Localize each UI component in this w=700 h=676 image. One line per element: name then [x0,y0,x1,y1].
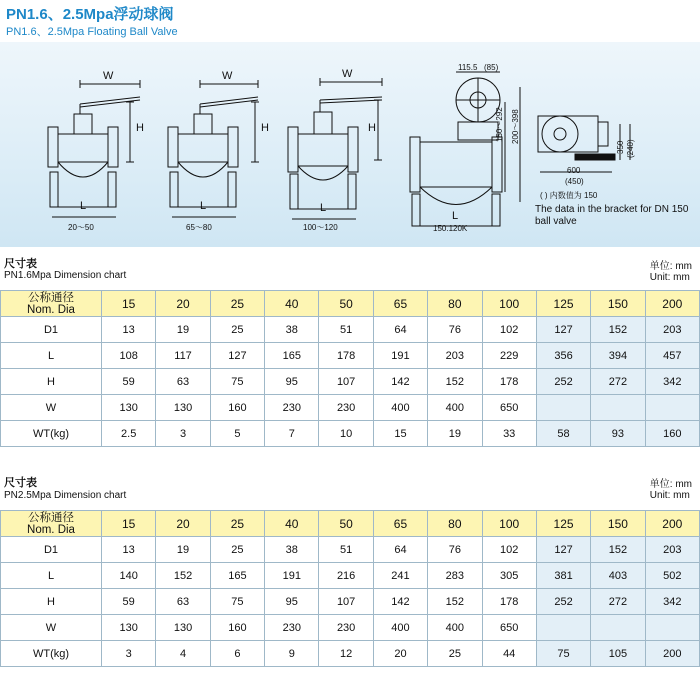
column-header: 50 [319,291,373,317]
table-cell: 75 [210,589,264,615]
table-cell: 95 [265,369,319,395]
table-cell: 10 [319,421,373,447]
table-cell: 342 [645,369,699,395]
table1-unit-cn: 单位: mm [649,261,692,272]
table-cell: 178 [482,589,536,615]
table-row [1,369,700,395]
table-row [1,641,700,667]
dim-600: 600 [567,166,581,175]
column-header: 40 [265,291,319,317]
table-cell: 203 [645,537,699,563]
valve-drawing-4 [410,72,520,226]
table-cell: 25 [210,537,264,563]
table-cell: 102 [482,317,536,343]
table1-title-cn: 尺寸表 [4,258,37,270]
table-cell: 5 [210,421,264,447]
table-cell: 38 [265,537,319,563]
dim-150-292: 150～292 [495,107,504,142]
dim-85: (85) [484,63,499,72]
table-cell: 75 [536,641,590,667]
table1-unit-en: Unit: mm [649,272,690,283]
dim-h-1: H [136,122,144,134]
table-cell: 7 [265,421,319,447]
table-cell: 230 [265,395,319,421]
row-label: W [1,615,102,641]
table-cell: 63 [156,369,210,395]
dimension-table-pn25 [0,510,700,667]
dim-l-2: L [200,200,207,212]
table-row [1,589,700,615]
column-header: 100 [482,511,536,537]
table-cell: 191 [265,563,319,589]
table-cell: 230 [319,395,373,421]
caption-4: 150.120K [433,224,468,233]
dim-l-3: L [320,202,327,214]
table-cell: 241 [373,563,427,589]
table-cell: 44 [482,641,536,667]
table-cell: 9 [265,641,319,667]
table-cell: 403 [591,563,645,589]
table-row [1,421,700,447]
valve-drawing-1 [48,80,140,217]
table-cell: 20 [373,641,427,667]
page-title-cn: PN1.6、2.5Mpa浮动球阀 [6,6,174,23]
table-cell: 191 [373,343,427,369]
table-cell: 2.5 [102,421,156,447]
caption-2: 65～80 [186,223,212,232]
table-cell: 59 [102,369,156,395]
table-cell: 400 [373,615,427,641]
nom-dia-header-cn: 公称通径 [28,511,74,524]
table-cell: 64 [373,317,427,343]
table-cell: 75 [210,369,264,395]
table-cell: 342 [645,589,699,615]
table-cell: 160 [210,395,264,421]
table-cell: 252 [536,589,590,615]
table-cell: 165 [210,563,264,589]
table-row [1,343,700,369]
table2-unit-cn: 单位: mm [649,479,692,490]
column-header: 40 [265,511,319,537]
row-label: L [1,563,102,589]
table-cell [645,615,699,641]
table-cell: 95 [265,589,319,615]
table-cell: 15 [373,421,427,447]
table-cell: 152 [591,317,645,343]
table-cell: 160 [210,615,264,641]
column-header: 125 [536,291,590,317]
dim-l-1: L [80,200,87,212]
column-header: 80 [428,291,482,317]
column-header: 65 [373,291,427,317]
row-label: WT(kg) [1,421,102,447]
valve-drawing-2 [168,80,259,217]
table-cell: 38 [265,317,319,343]
table-cell: 356 [536,343,590,369]
table-cell: 165 [265,343,319,369]
table-cell: 51 [319,537,373,563]
table-cell: 230 [319,615,373,641]
column-header: 200 [645,511,699,537]
column-header: 150 [591,291,645,317]
nom-dia-header-en: Nom. Dia [27,523,75,536]
table-cell: 13 [102,317,156,343]
table-cell: 216 [319,563,373,589]
table-cell: 140 [102,563,156,589]
table-cell: 107 [319,369,373,395]
table-cell: 108 [102,343,156,369]
nom-dia-header [1,511,102,537]
nom-dia-header [1,291,102,317]
table-cell: 4 [156,641,210,667]
table-cell: 394 [591,343,645,369]
dimension-table-pn16 [0,290,700,447]
bracket-note-cn: ( ) 内数值为 150 [540,191,598,200]
dim-450: (450) [565,177,584,186]
table-row [1,395,700,421]
table1-title-en: PN1.6Mpa Dimension chart [4,270,127,281]
table-cell: 12 [319,641,373,667]
column-header: 200 [645,291,699,317]
table-cell: 59 [102,589,156,615]
table-cell: 63 [156,589,210,615]
dim-240: (240) [626,139,635,158]
table-cell: 13 [102,537,156,563]
column-header: 150 [591,511,645,537]
dim-h-2: H [261,122,269,134]
table1-unit [650,261,692,283]
column-header: 25 [210,511,264,537]
column-header: 100 [482,291,536,317]
table-cell: 19 [156,537,210,563]
table-cell: 142 [373,589,427,615]
dim-w-2: W [222,70,233,82]
caption-1: 20～50 [68,223,94,232]
table2-title-cn: 尺寸表 [4,477,37,489]
table-row [1,537,700,563]
row-label: WT(kg) [1,641,102,667]
row-label: D1 [1,317,102,343]
table-cell: 127 [536,537,590,563]
table-row [1,563,700,589]
dim-h-3: H [368,122,376,134]
column-header: 20 [156,511,210,537]
table-cell: 381 [536,563,590,589]
caption-3: 100～120 [303,223,338,232]
row-label: H [1,589,102,615]
table-cell: 117 [156,343,210,369]
table-cell: 19 [428,421,482,447]
table-cell [591,615,645,641]
table-cell: 25 [428,641,482,667]
table-cell: 105 [591,641,645,667]
table-row [1,317,700,343]
table-cell: 3 [156,421,210,447]
table-cell: 33 [482,421,536,447]
table-cell: 152 [591,537,645,563]
table-cell: 400 [428,615,482,641]
table-cell [536,395,590,421]
table-cell: 502 [645,563,699,589]
table-cell: 142 [373,369,427,395]
table-cell [645,395,699,421]
table-cell: 200 [645,641,699,667]
table-cell [536,615,590,641]
table-cell: 102 [482,537,536,563]
table-cell: 152 [428,589,482,615]
dim-l-4: L [452,210,459,222]
table-cell: 107 [319,589,373,615]
table-cell: 152 [428,369,482,395]
table-cell: 127 [536,317,590,343]
column-header: 15 [102,511,156,537]
dim-w-1: W [103,70,114,82]
table2-body [1,511,700,667]
table-cell: 64 [373,537,427,563]
table-cell: 252 [536,369,590,395]
table-cell: 76 [428,317,482,343]
table-cell: 272 [591,589,645,615]
table-cell: 3 [102,641,156,667]
table-cell [591,395,645,421]
table-cell: 130 [156,395,210,421]
table1-body [1,291,700,447]
column-header: 15 [102,291,156,317]
column-header: 80 [428,511,482,537]
column-header: 25 [210,291,264,317]
page-title-en: PN1.6、2.5Mpa Floating Ball Valve [6,26,178,38]
table-cell: 283 [428,563,482,589]
table-cell: 400 [428,395,482,421]
row-label: D1 [1,537,102,563]
table2-unit-en: Unit: mm [649,490,690,501]
table-cell: 650 [482,395,536,421]
column-header: 125 [536,511,590,537]
table-cell: 130 [102,615,156,641]
column-header: 65 [373,511,427,537]
dim-350: 350 [616,140,625,154]
dim-w-3: W [342,68,353,80]
table-cell: 19 [156,317,210,343]
table-cell: 178 [319,343,373,369]
table-cell: 230 [265,615,319,641]
table-cell: 178 [482,369,536,395]
table-cell: 25 [210,317,264,343]
table-cell: 130 [156,615,210,641]
table-cell: 76 [428,537,482,563]
nom-dia-header-cn: 公称通径 [28,291,74,304]
table-cell: 58 [536,421,590,447]
table-cell: 650 [482,615,536,641]
table-cell: 160 [645,421,699,447]
dim-200-398: 200～398 [511,109,520,144]
row-label: W [1,395,102,421]
nom-dia-header-en: Nom. Dia [27,303,75,316]
row-label: H [1,369,102,395]
row-label: L [1,343,102,369]
column-header: 20 [156,291,210,317]
table2-unit [650,479,692,501]
table-cell: 51 [319,317,373,343]
table-header-row [1,291,700,317]
table-cell: 229 [482,343,536,369]
table-cell: 152 [156,563,210,589]
table2-title-en: PN2.5Mpa Dimension chart [4,490,127,501]
valve-drawing-3 [288,78,382,219]
table-cell: 400 [373,395,427,421]
table-cell: 93 [591,421,645,447]
table-cell: 305 [482,563,536,589]
table-cell: 130 [102,395,156,421]
table-cell: 127 [210,343,264,369]
dim-115: 115.5 [458,63,478,72]
table-row [1,615,700,641]
table-cell: 203 [645,317,699,343]
table-header-row [1,511,700,537]
table-cell: 272 [591,369,645,395]
column-header: 50 [319,511,373,537]
valve-diagrams [0,42,700,247]
table-cell: 6 [210,641,264,667]
bracket-note-en: The data in the bracket for DN 150 ball valve [535,204,689,227]
table-cell: 457 [645,343,699,369]
table-cell: 203 [428,343,482,369]
